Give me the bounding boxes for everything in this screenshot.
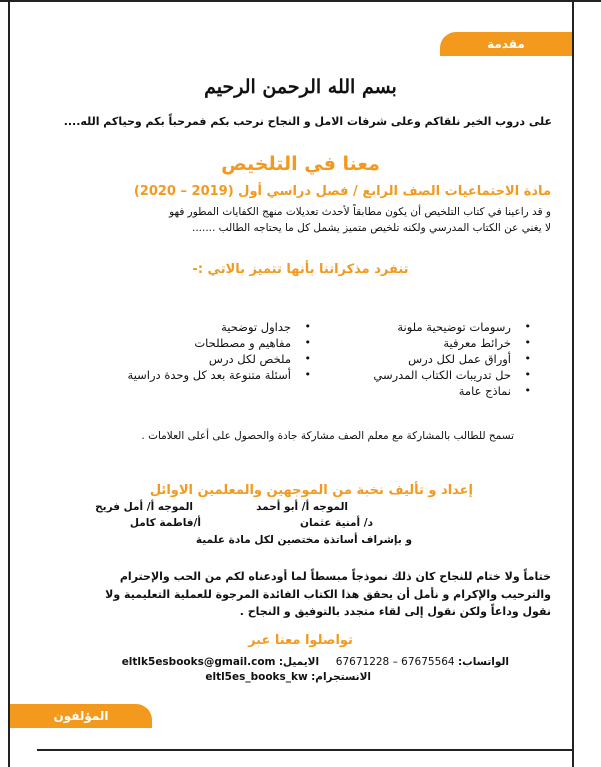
- list-item: • رسومات توضيحية ملونة: [373, 319, 531, 335]
- email-link[interactable]: eltlk5esbooks@gmail.com: [121, 656, 276, 668]
- supervision-note: و بإشراف أساتذة مختصين لكل مادة علمية: [195, 534, 412, 546]
- closing-line-3: نقول وداعاً ولكن نقول إلى لقاء متجدد بالتوفيق و النجاح .: [239, 605, 551, 618]
- list-item: • أسئلة متنوعة بعد كل وحدة دراسية: [128, 367, 311, 383]
- intro-line-1: و قد راعينا في كتاب التلخيص أن يكون مطابقاً لأحدث تعديلات منهج الكفايات المطور فهو: [169, 206, 551, 218]
- page-border-left: [8, 0, 10, 767]
- greeting: على دروب الخير نلقاكم وعلى شرفات الامل و النجاح نرحب بكم فمرحباً بكم وحياكم الله....: [63, 115, 552, 128]
- closing-line-2: والترحيب والإكرام و نأمل أن يحقق هذا الكتاب الفائدة المرجوة للعملية التعليمية ولا: [105, 588, 551, 601]
- list-item: • مفاهيم و مصطلحات: [128, 335, 311, 351]
- instagram-row: [205, 671, 371, 683]
- page-border-bottom: [37, 749, 574, 751]
- author-2: الموجه أ/ أمل فريح: [95, 501, 193, 513]
- list-item: • نماذج عامة: [373, 383, 531, 399]
- author-4: أ/فاطمة كامل: [129, 517, 201, 529]
- author-1: الموجه أ/ أبو أحمد: [256, 501, 348, 513]
- basmala: بسم الله الرحمن الرحيم: [204, 76, 397, 98]
- whatsapp-number[interactable]: 67671228 – 67675564: [335, 656, 455, 668]
- instagram-handle[interactable]: eltl5es_books_kw: [205, 671, 308, 683]
- whatsapp-label: الواتساب:: [457, 656, 509, 668]
- list-item: • جداول توضحية: [128, 319, 311, 335]
- instagram-label: الانستجرام:: [311, 671, 371, 683]
- authors-heading: إعداد و تأليف نخبة من الموجهين والمعلمين الاوائل: [149, 483, 473, 498]
- features-list-left: [128, 319, 311, 383]
- features-list-right: [373, 319, 531, 399]
- authors-badge: المؤلفون: [10, 704, 152, 728]
- author-3: د/ أمنية عثمان: [300, 517, 373, 529]
- intro-badge: مقدمة: [440, 32, 572, 56]
- subject-heading: مادة الاجتماعيات الصف الرابع / فصل دراسي أول (2019 – 2020): [133, 184, 551, 199]
- email-label: الايميل:: [278, 656, 320, 668]
- whatsapp-row: [122, 656, 509, 668]
- intro-line-2: لا يغني عن الكتاب المدرسي ولكنه تلخيص متميز يشمل كل ما يحتاجه الطالب .......: [191, 222, 551, 234]
- list-item: • حل تدريبات الكتاب المدرسي: [373, 367, 531, 383]
- list-item: • خرائط معرفية: [373, 335, 531, 351]
- contact-heading: تواصلوا معنا عبر: [248, 633, 353, 648]
- participation-note: تسمح للطالب بالمشاركة مع معلم الصف مشاركة جادة والحصول على أعلى العلامات .: [141, 430, 514, 442]
- list-item: • ملخص لكل درس: [128, 351, 311, 367]
- features-heading: تنفرد مذكراتنا بأنها تتميز بالاتي :-: [192, 262, 409, 277]
- list-item: • أوراق عمل لكل درس: [373, 351, 531, 367]
- page-border-right: [572, 0, 574, 767]
- page-border-top: [0, 0, 601, 2]
- page-title: معنا في التلخيص: [221, 153, 380, 175]
- closing-line-1: ختاماً ولا ختام للنجاح كان ذلك نموذجاً مبسطاً لما أودعناه لكم من الحب والإحترام: [119, 570, 551, 583]
